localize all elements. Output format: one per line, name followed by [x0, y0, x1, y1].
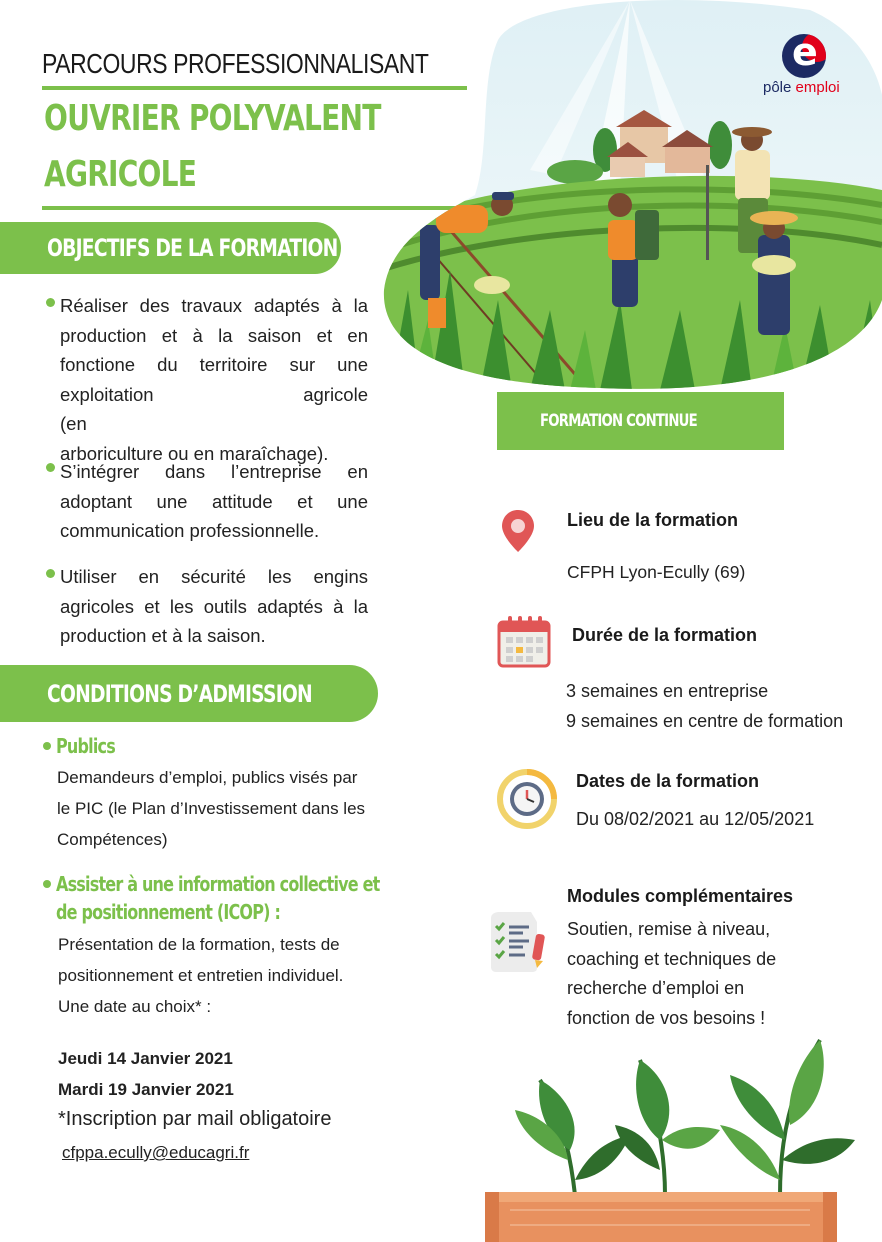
map-pin-icon	[501, 509, 535, 553]
publics-line1: Demandeurs d’emploi, publics visés par	[57, 768, 358, 787]
objectifs-heading	[0, 222, 341, 274]
icop-date-2: Mardi 19 Janvier 2021	[58, 1080, 234, 1099]
logo-word-2: emploi	[795, 79, 840, 96]
logo-letter: e	[792, 34, 818, 74]
icop-line3: Une date au choix* :	[58, 997, 212, 1016]
icop-line2: positionnement et entretien individuel.	[58, 966, 344, 985]
page-title-line2: AGRICOLE	[44, 154, 197, 195]
conditions-heading	[0, 665, 378, 722]
publics-line3: Compétences)	[57, 830, 168, 849]
page-title-line1: OUVRIER POLYVALENT	[44, 98, 381, 139]
bullet-dot	[43, 880, 51, 888]
formation-continue-label: FORMATION CONTINUE	[539, 411, 697, 431]
objectif-2-line1: S’intégrer dans l’entreprise en	[60, 461, 368, 482]
modules-line3: recherche d’emploi en	[567, 978, 745, 998]
bullet-dot	[46, 569, 55, 578]
conditions-heading-label: CONDITIONS D’ADMISSION	[47, 679, 312, 708]
objectif-1-line5: arboriculture ou en maraîchage).	[60, 442, 329, 464]
objectif-2-line2: adoptant une attitude et une	[60, 490, 368, 512]
modules-title: Modules complémentaires	[567, 886, 794, 906]
kicker: PARCOURS PROFESSIONNALISANT	[42, 48, 429, 79]
logo-word-1: pôle	[763, 79, 792, 96]
checklist-icon	[487, 910, 549, 974]
objectif-2	[60, 457, 368, 546]
lieu-title: Lieu de la formation	[567, 510, 739, 530]
objectif-1-line3: fonctione du territoire sur une	[60, 354, 368, 375]
modules-line4: fonction de vos besoins !	[567, 1008, 766, 1028]
publics-line2: le PIC (le Plan d’Investissement dans les	[57, 799, 366, 818]
lieu-value: CFPH Lyon-Ecully (69)	[567, 562, 746, 582]
objectif-1-line2: production et à la saison et en	[60, 324, 368, 346]
bullet-dot	[43, 742, 51, 750]
calendar-icon	[497, 614, 551, 668]
logo-wordmark	[763, 79, 840, 96]
bullet-dot	[46, 298, 55, 307]
objectif-3	[60, 562, 368, 651]
objectif-3-line3: production et à la saison.	[60, 625, 266, 646]
inscription-note: *Inscription par mail obligatoire	[58, 1108, 332, 1130]
objectif-3-line2: agricoles et les outils adaptés à la	[60, 595, 368, 617]
duree-title: Durée de la formation	[572, 625, 758, 645]
objectif-1-line1: Réaliser des travaux adaptés à la	[60, 295, 368, 316]
contact-email-link[interactable]: cfppa.ecully@educagri.fr	[62, 1143, 250, 1162]
icop-date-1: Jeudi 14 Janvier 2021	[58, 1049, 233, 1068]
pole-emploi-logo	[763, 34, 858, 104]
logo-mark	[782, 34, 826, 78]
bullet-dot	[46, 463, 55, 472]
formation-continue-tag	[497, 392, 784, 450]
icop-line1: Présentation de la formation, tests de	[58, 935, 340, 954]
dates-value: Du 08/02/2021 au 12/05/2021	[576, 809, 815, 829]
modules-line1: Soutien, remise à niveau,	[567, 919, 771, 939]
duree-line1: 3 semaines en entreprise	[566, 681, 769, 701]
plants-illustration	[480, 1030, 882, 1242]
icop-title-line1: Assister à une information collective et	[56, 872, 380, 896]
objectif-2-line3: communication professionnelle.	[60, 520, 320, 541]
duree-line2: 9 semaines en centre de formation	[566, 711, 844, 731]
dates-title: Dates de la formation	[576, 771, 760, 791]
icop-title-line2: de positionnement (ICOP) :	[56, 900, 281, 924]
modules-line2: coaching et techniques de	[567, 949, 777, 969]
objectif-1-line4: exploitation agricole (en	[60, 383, 368, 434]
objectifs-heading-label: OBJECTIFS DE LA FORMATION	[47, 234, 338, 262]
publics-title: Publics	[56, 734, 115, 758]
clock-icon	[497, 767, 557, 829]
objectif-3-line1: Utiliser en sécurité les engins	[60, 566, 368, 587]
objectif-1	[60, 291, 368, 468]
